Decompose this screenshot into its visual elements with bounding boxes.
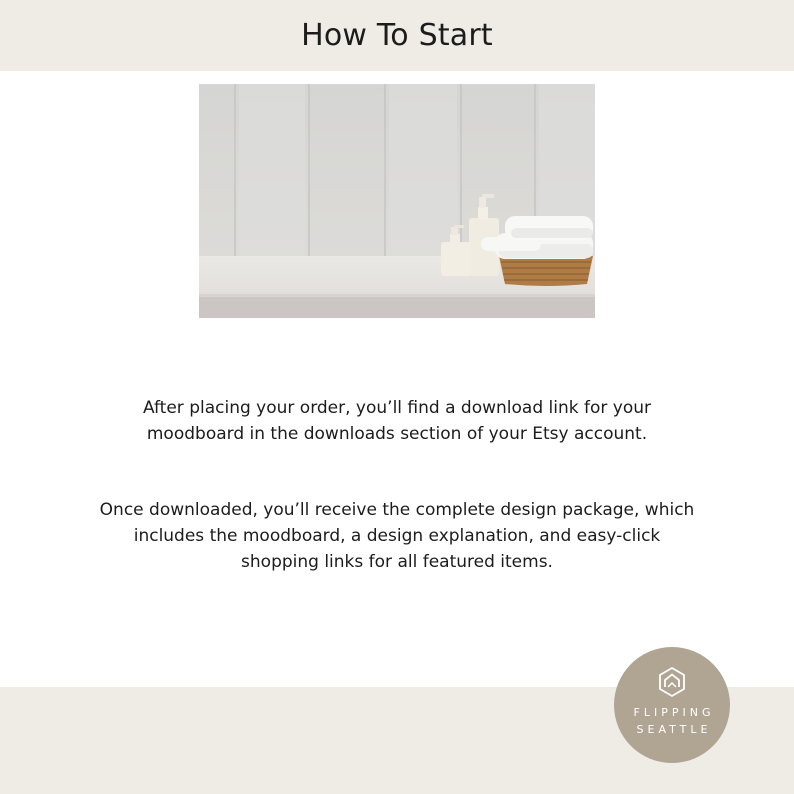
instruction-paragraph-1: After placing your order, you’ll find a download link for your moodboard in the downloads section of your Etsy account. xyxy=(142,398,652,444)
page-title: How To Start xyxy=(301,18,493,53)
hero-image xyxy=(199,84,595,318)
flipping-seattle-logo xyxy=(614,647,730,763)
house-icon xyxy=(658,666,686,698)
logo-text-seattle: SEATTLE xyxy=(636,723,712,736)
instruction-paragraph-2: Once downloaded, you’ll receive the complete design package, which includes the moodboard, a design explanation, and easy-click shopping links for all featured items. xyxy=(99,500,695,572)
header-band xyxy=(0,0,794,71)
logo-text-flipping: FLIPPING xyxy=(633,706,715,719)
